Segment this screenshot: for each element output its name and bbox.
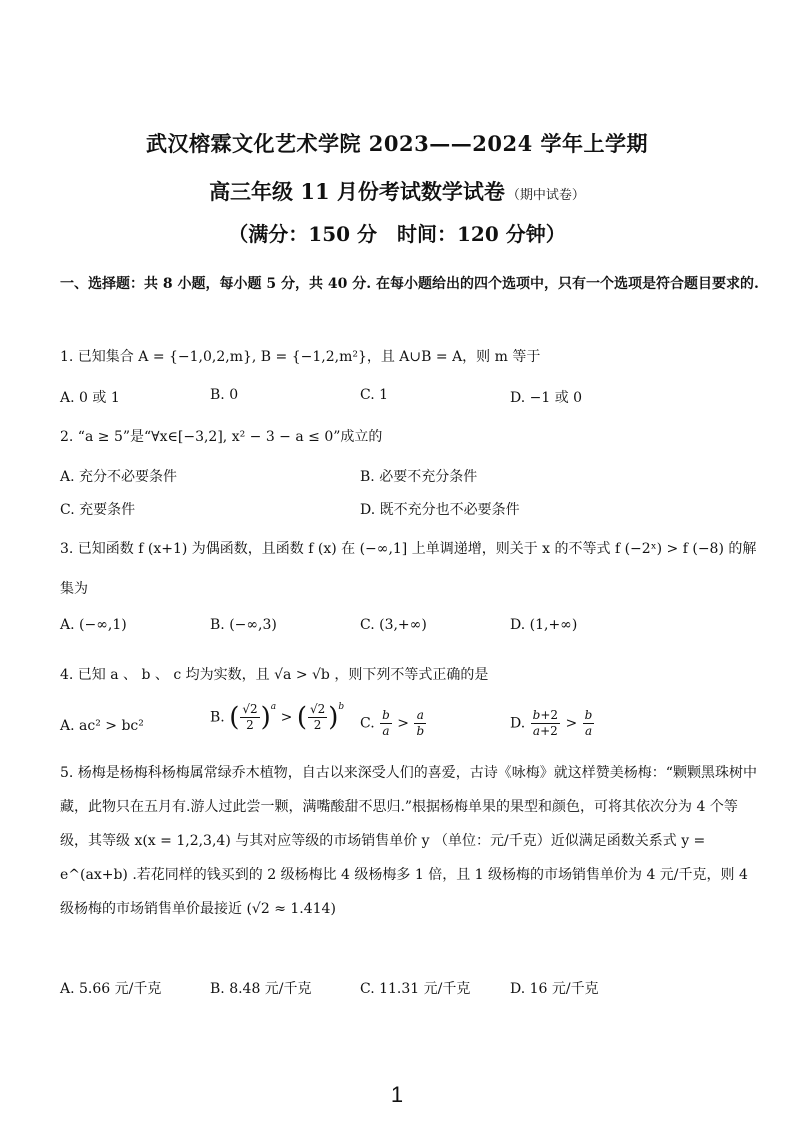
exam-title-tag: （期中试卷） [506, 188, 585, 203]
q1-option-d: D. −1 或 0 [510, 390, 583, 406]
q2-option-c: C. 充要条件 [60, 502, 136, 518]
q3-option-c: C. (3,+∞) [360, 617, 427, 633]
q4-option-b-frac-left: $\frac{√2}{2}$ [242, 702, 258, 732]
q1-stem: 1. 已知集合 A = {−1,0,2,m}, B = {−1,2,m²}，且 A∪B = A，则 m 等于 [60, 349, 541, 365]
q3-option-d: D. (1,+∞) [510, 617, 578, 633]
q2-option-b: B. 必要不充分条件 [360, 469, 478, 485]
q4-option-c: C. $\frac{b}{a}$ > $\frac{a}{b}$ [360, 708, 425, 738]
q4-option-b-frac-right: $\frac{√2}{2}$ [309, 702, 326, 732]
exam-title-school: 武汉榕霖文化艺术学院 2023——2024 学年上学期 [145, 131, 648, 156]
q4-option-d-label: D. [510, 715, 526, 732]
q4-stem: 4. 已知 a 、 b 、 c 均为实数，且 √a > √b ，则下列不等式正确的是 [60, 667, 489, 683]
q5-stem: 5. 杨梅是杨梅科杨梅属常绿乔木植物，自古以来深受人们的喜爱，古诗《咏梅》就这样赞美杨梅：“颗颗黑珠树中藏，此物只在五月有.游人过此尝一颗，满嘴酸甜不思归.”根据杨梅单果的果型和颜色，可将其依次分为 4 个等级，其等级 x(x = 1,2,3,4) 与其对应等级的市场销售单价 y （单位：元/千克）近似满足函数关系式 y = e^(ax+b) .若花同样的钱买到的 2 级杨梅比 4 级杨梅多 1 倍，且 1 级杨梅的市场销售单价为 4 元/千克，则 4 级杨梅的市场销售单价最接近 (√2 ≈ 1.414) [60, 765, 757, 917]
q2-option-a: A. 充分不必要条件 [60, 469, 178, 485]
q5-option-a: A. 5.66 元/千克 [60, 981, 162, 997]
q2-option-d: D. 既不充分也不必要条件 [360, 502, 520, 518]
q2-stem: 2. “a ≥ 5”是“∀x∈[−3,2], x² − 3 − a ≤ 0”成立的 [60, 429, 383, 445]
exam-title-grade [0, 176, 794, 206]
q3-option-b: B. (−∞,3) [210, 617, 277, 633]
page-number: 1 [390, 1082, 404, 1107]
q3-stem-line2: 集为 [60, 581, 88, 597]
q1-option-c: C. 1 [360, 387, 389, 403]
q4-option-b: B. ( $\frac{√2}{2}$ )$^a$ > ( $\frac{√2}{2}$ )$^b$ [210, 702, 345, 733]
q5-option-d: D. 16 元/千克 [510, 981, 599, 997]
q5-option-b: B. 8.48 元/千克 [210, 981, 312, 997]
q4-option-a: A. ac² > bc² [60, 718, 144, 734]
q4-option-d: D. $\frac{b+2}{a+2}$ > $\frac{b}{a}$ [510, 708, 593, 738]
exam-title-text: 高三年级 11 月份考试数学试卷 [209, 179, 505, 204]
q3-stem-line1: 3. 已知函数 f (x+1) 为偶函数，且函数 f (x) 在 (−∞,1] 上单调递增，则关于 x 的不等式 f (−2ˣ) > f (−8) 的解 [60, 541, 757, 557]
q1-option-a: A. 0 或 1 [60, 390, 120, 406]
section-heading: 一、选择题：共 8 小题，每小题 5 分，共 40 分. 在每小题给出的四个选项中，只有一个选项是符合题目要求的. [60, 276, 759, 292]
q1-option-b: B. 0 [210, 387, 239, 403]
q5-option-c: C. 11.31 元/千克 [360, 981, 471, 997]
exam-score-time: （满分：150 分 时间：120 分钟） [228, 222, 566, 246]
q3-option-a: A. (−∞,1) [60, 617, 127, 633]
q4-option-b-label: B. [210, 709, 225, 726]
q4-option-c-label: C. [360, 715, 375, 732]
